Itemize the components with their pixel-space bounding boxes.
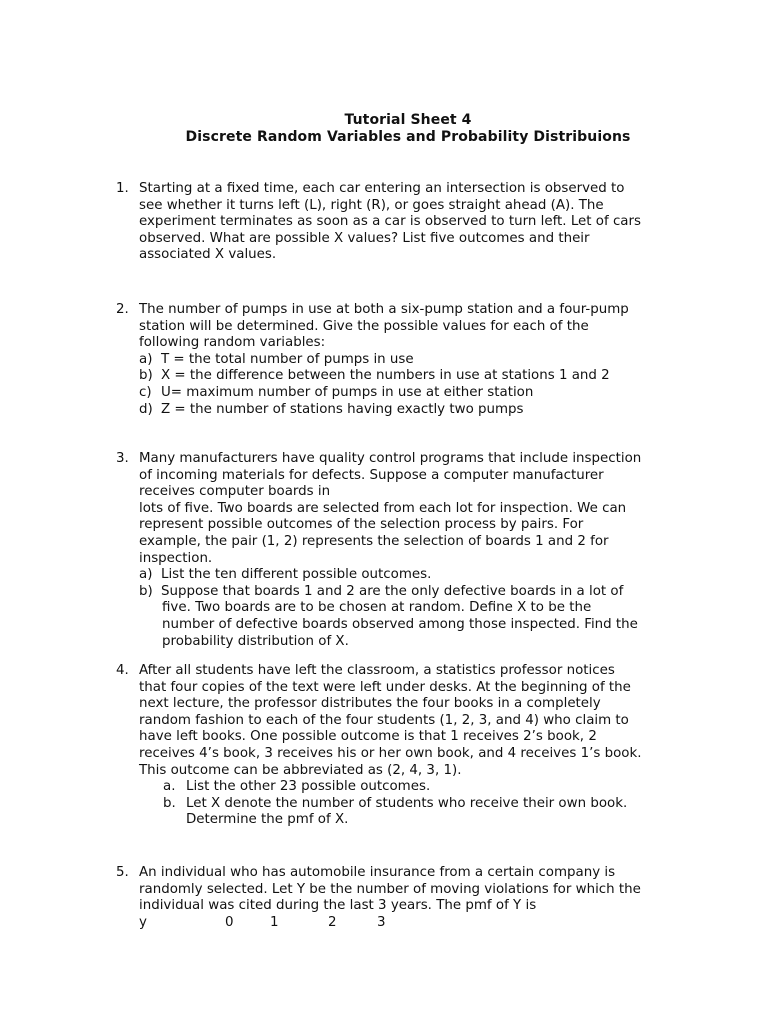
- document-title: Tutorial Sheet 4: [344, 112, 472, 128]
- text-line: observed. What are possible X values? List five outcomes and their: [139, 230, 590, 246]
- text-line: represent possible outcomes of the selection process by pairs. For: [139, 517, 584, 533]
- sub-item-d: [139, 402, 679, 419]
- question-number: 3.: [116, 451, 129, 466]
- text-line: individual was cited during the last 3 years. The pmf of Y is: [139, 898, 537, 914]
- question-text: [139, 451, 679, 650]
- sub-item-a: [139, 567, 679, 584]
- sub-item-text: number of defective boards observed among those inspected. Find the: [162, 616, 638, 632]
- text-line: following random variables:: [139, 335, 326, 351]
- text-line: The number of pumps in use at both a six-pump station and a four-pump: [139, 302, 629, 317]
- text-line: lots of five. Two boards are selected from each lot for inspection. We can: [139, 500, 627, 516]
- text-line: randomly selected. Let Y be the number of moving violations for which the: [139, 881, 641, 897]
- sub-item-label: a): [139, 567, 153, 583]
- text-line: example, the pair (1, 2) represents the selection of boards 1 and 2 for: [139, 533, 609, 549]
- question-number: 5.: [116, 865, 129, 880]
- question-text: [139, 181, 679, 264]
- text-line: random fashion to each of the four students (1, 2, 3, and 4) who claim to: [139, 712, 629, 728]
- sub-item-text: T = the total number of pumps in use: [161, 351, 414, 367]
- sub-item-label: b): [139, 583, 153, 599]
- pmf-variable-label: y: [139, 914, 147, 930]
- text-line: An individual who has automobile insurance from a certain company is: [139, 865, 616, 880]
- text-line: Starting at a fixed time, each car entering an intersection is observed to: [139, 181, 625, 196]
- text-line: inspection.: [139, 550, 213, 566]
- pmf-value: 0: [225, 914, 234, 930]
- text-line: next lecture, the professor distributes the four books in a completely: [139, 696, 601, 712]
- sub-item-text: Z = the number of stations having exactly two pumps: [161, 401, 524, 417]
- text-line: station will be determined. Give the possible values for each of the: [139, 318, 589, 334]
- sub-item-b: [139, 584, 679, 601]
- sub-item-text: five. Two boards are to be chosen at random. Define X to be the: [162, 600, 592, 616]
- sub-item-text: U= maximum number of pumps in use at either station: [161, 384, 534, 400]
- question-number: 1.: [116, 181, 129, 196]
- sub-item-label: c): [139, 384, 152, 400]
- sub-item-text: Suppose that boards 1 and 2 are the only defective boards in a lot of: [161, 583, 624, 599]
- text-line: associated X values.: [139, 247, 277, 263]
- sub-item-text: List the other 23 possible outcomes.: [186, 779, 431, 795]
- question-text: [139, 302, 679, 418]
- pmf-value: 1: [270, 914, 279, 930]
- text-line: This outcome can be abbreviated as (2, 4, 3, 1).: [139, 762, 462, 778]
- sub-item-a: [139, 779, 679, 796]
- sub-item-label: b.: [163, 795, 176, 811]
- sub-item-b: [139, 368, 679, 385]
- sub-item-label: a): [139, 351, 153, 367]
- sub-item-text: Let X denote the number of students who receive their own book.: [186, 795, 628, 811]
- sub-item-b: [139, 796, 679, 813]
- question-text: [139, 663, 679, 829]
- text-line: receives 4’s book, 3 receives his or her own book, and 4 receives 1’s book.: [139, 745, 642, 761]
- text-line: that four copies of the text were left under desks. At the beginning of the: [139, 679, 631, 695]
- document-subtitle: Discrete Random Variables and Probability Distribuions: [185, 129, 631, 145]
- sub-item-text: X = the difference between the numbers in use at stations 1 and 2: [161, 368, 610, 384]
- text-line: After all students have left the classroom, a statistics professor notices: [139, 663, 615, 678]
- text-line: receives computer boards in: [139, 484, 331, 500]
- text-line: have left books. One possible outcome is that 1 receives 2’s book, 2: [139, 729, 597, 745]
- sub-item-label: d): [139, 401, 153, 417]
- text-line: experiment terminates as soon as a car is observed to turn left. Let of cars: [139, 214, 641, 230]
- text-line: of incoming materials for defects. Suppose a computer manufacturer: [139, 467, 604, 483]
- sub-item-label: a.: [163, 779, 176, 795]
- sub-item-label: b): [139, 368, 153, 384]
- sub-item-text: List the ten different possible outcomes.: [161, 567, 432, 583]
- sub-item-c: [139, 385, 679, 402]
- sub-item-a: [139, 352, 679, 369]
- pmf-value: 3: [377, 914, 386, 930]
- pmf-row: [139, 915, 679, 932]
- text-line: see whether it turns left (L), right (R), or goes straight ahead (A). The: [139, 197, 604, 213]
- sub-item-text: Determine the pmf of X.: [186, 812, 349, 828]
- question-number: 2.: [116, 302, 129, 317]
- text-line: Many manufacturers have quality control programs that include inspection: [139, 451, 642, 466]
- sub-item-text: probability distribution of X.: [162, 633, 349, 649]
- pmf-value: 2: [328, 914, 337, 930]
- question-text: [139, 865, 679, 932]
- question-number: 4.: [116, 663, 129, 678]
